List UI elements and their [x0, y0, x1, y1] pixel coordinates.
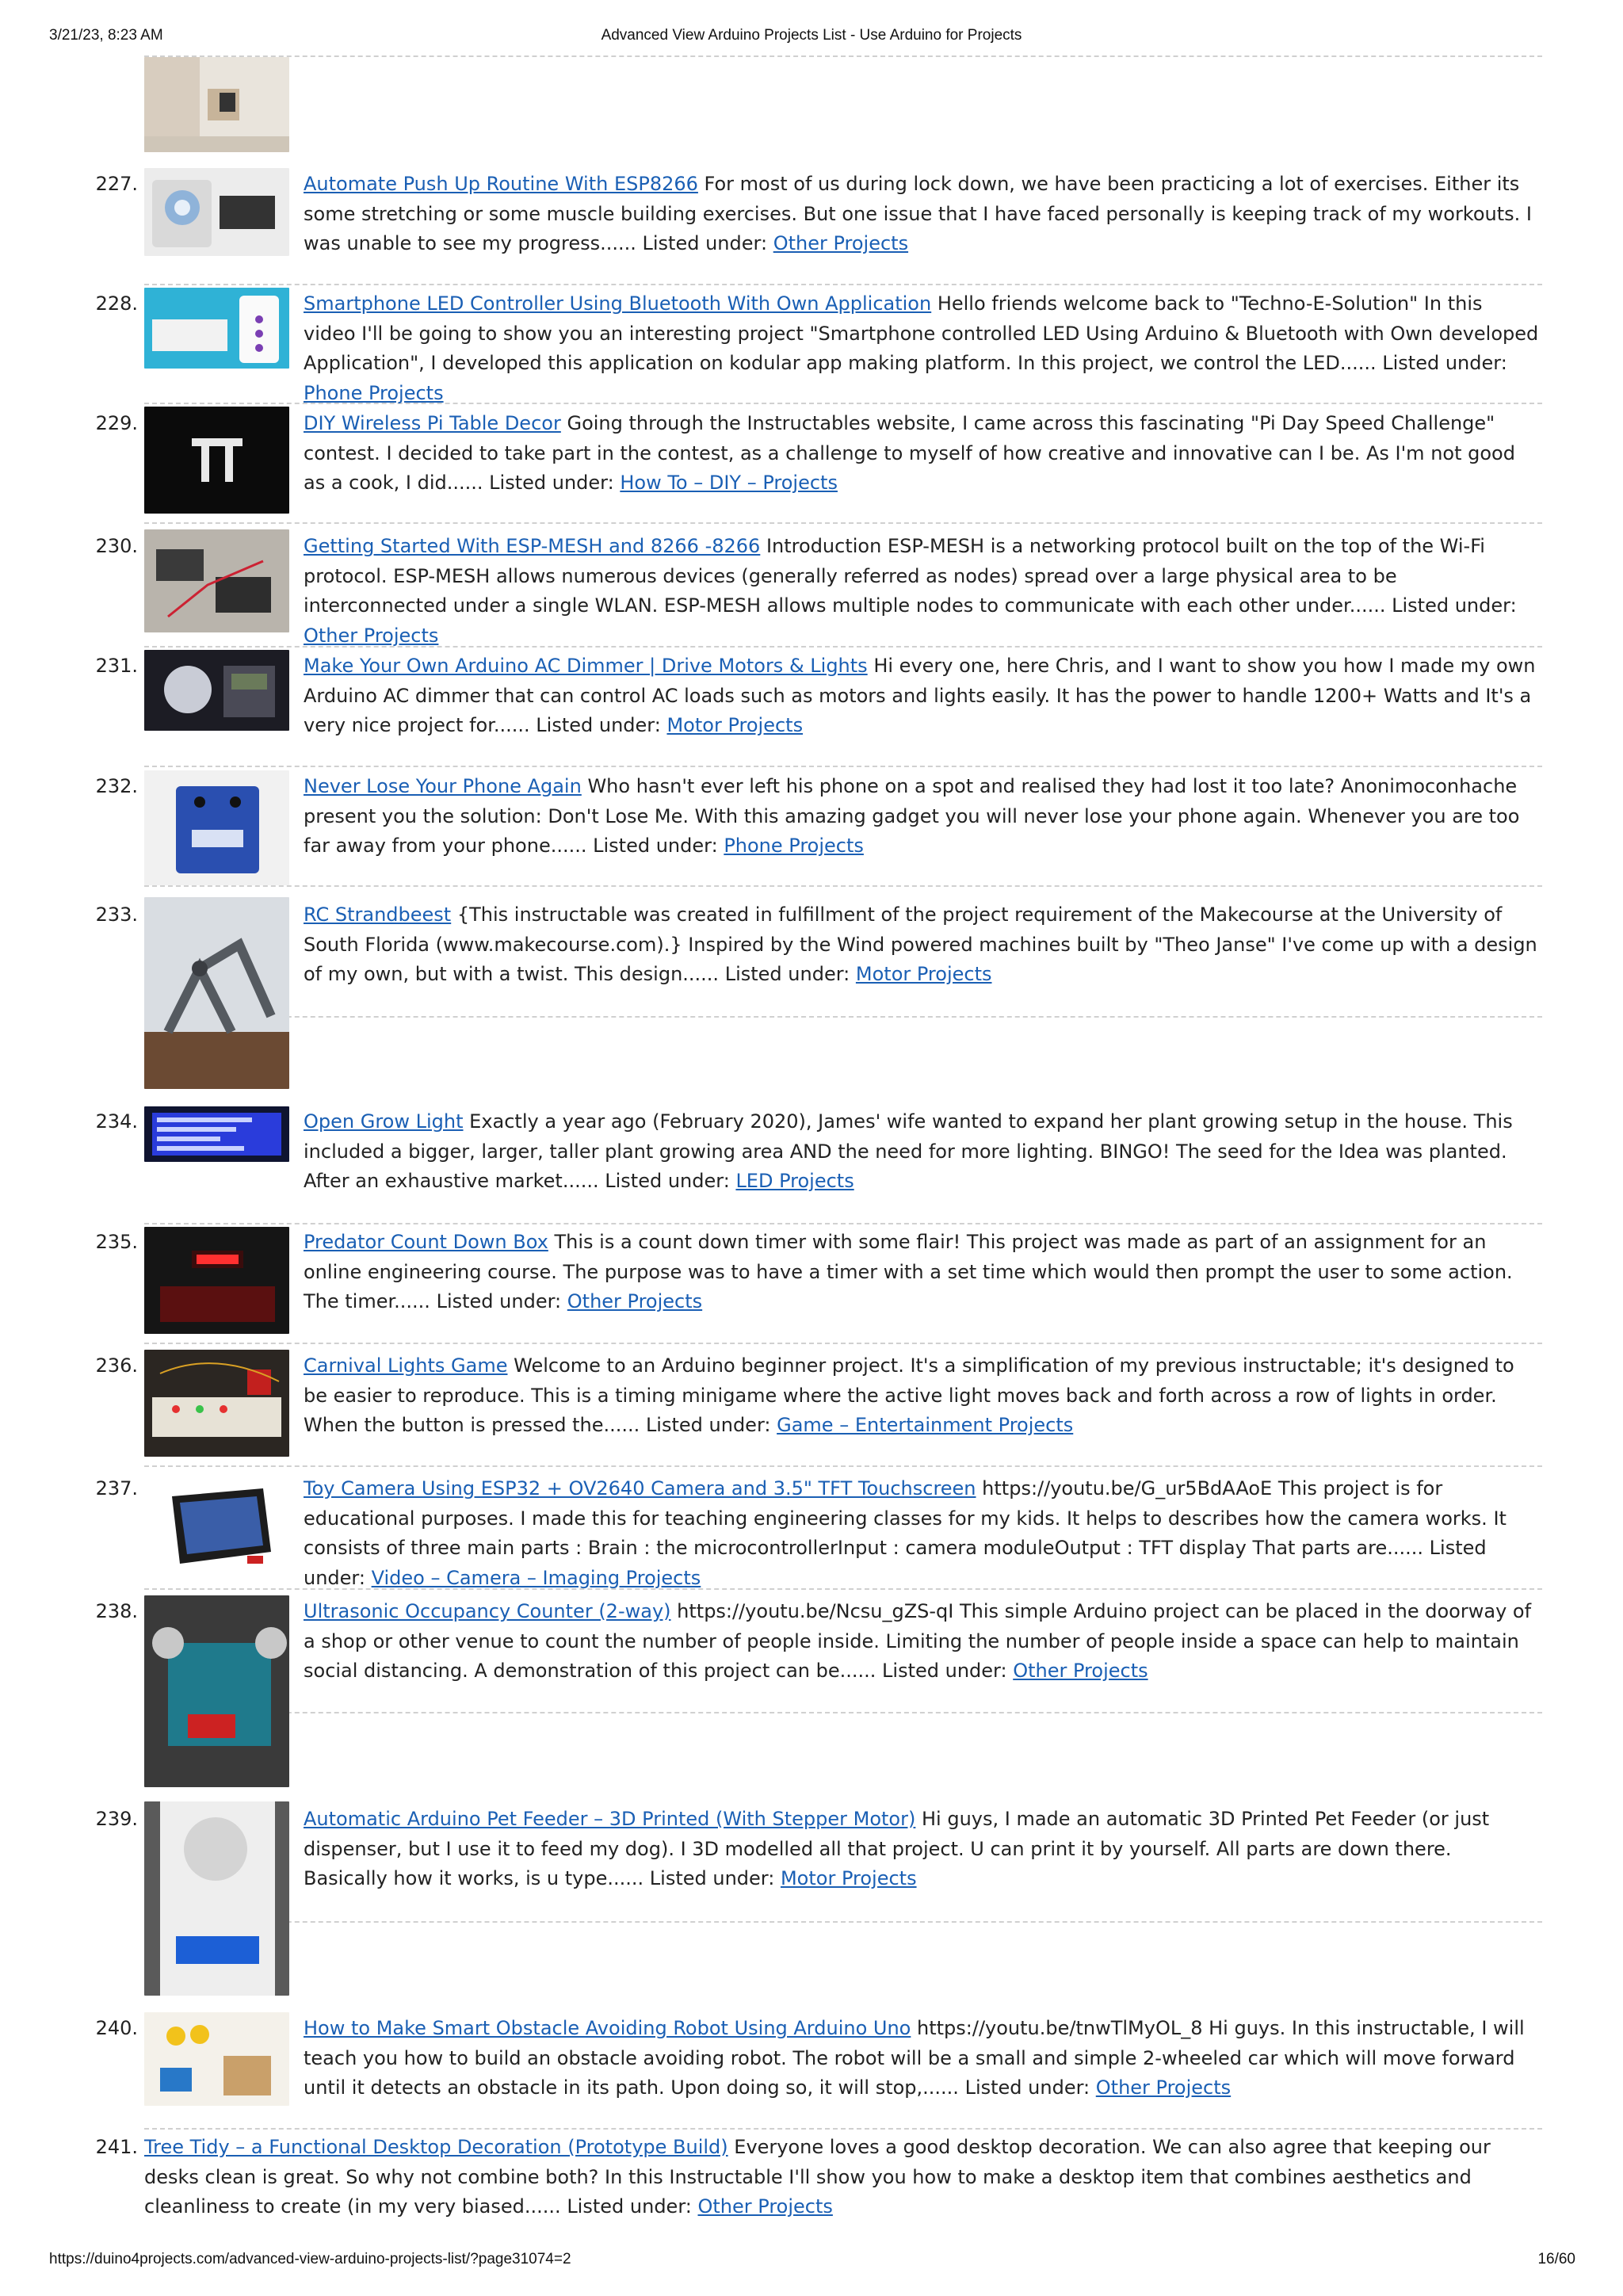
- category-link[interactable]: Other Projects: [773, 232, 909, 254]
- project-thumbnail[interactable]: [144, 1595, 289, 1787]
- separator: [144, 284, 1542, 285]
- project-entry: [304, 1228, 1540, 1317]
- project-link[interactable]: Automate Push Up Routine With ESP8266: [304, 173, 698, 195]
- separator: [144, 1343, 1542, 1344]
- strandbeest-image: [144, 897, 289, 1089]
- project-thumbnail[interactable]: [144, 1106, 289, 1162]
- project-link[interactable]: Make Your Own Arduino AC Dimmer | Drive Motors & Lights: [304, 655, 868, 677]
- project-link[interactable]: Open Grow Light: [304, 1110, 464, 1133]
- project-thumbnail[interactable]: [144, 650, 289, 731]
- listed-under-label: Listed under:: [645, 1414, 771, 1436]
- category-link[interactable]: Other Projects: [304, 624, 439, 647]
- item-number: 239.: [95, 1808, 138, 1830]
- category-link[interactable]: Phone Projects: [724, 835, 864, 857]
- project-description: Everyone loves a good desktop decoration. We can also agree that keeping our desks clean is great. So why not combine both? In this Instructable I'll show you how to make a desktop item that combines aesthetics and cleanliness to create (in my very biased......: [144, 2136, 1491, 2218]
- project-description: Hi every one, here Chris, and I want to show you how I made my own Arduino AC dimmer that can control AC loads such as motors and lights easily. It has the power to handle 1200+ Watts and It's a very nice project for......: [304, 655, 1536, 736]
- project-entry: [304, 1597, 1540, 1687]
- project-entry: [304, 170, 1540, 259]
- print-footer: [0, 2251, 1623, 2275]
- item-number: 236.: [95, 1354, 138, 1377]
- project-entry: [144, 2133, 1543, 2222]
- category-link[interactable]: Video – Camera – Imaging Projects: [371, 1566, 701, 1589]
- countdown-box-image: [144, 1227, 289, 1334]
- breadboard-phone-image: [144, 288, 289, 369]
- project-thumbnail[interactable]: [144, 407, 289, 514]
- project-link[interactable]: Ultrasonic Occupancy Counter (2-way): [304, 1600, 671, 1622]
- listed-under-label: Listed under:: [605, 1170, 730, 1192]
- project-description: For most of us during lock down, we have been practicing a lot of exercises. Either its some stretching or some muscle building exercises. But one issue that I have faced personally is keeping track of my workouts. I was unable to see my progress......: [304, 173, 1532, 254]
- project-link[interactable]: Toy Camera Using ESP32 + OV2640 Camera and 3.5" TFT Touchscreen: [304, 1477, 976, 1499]
- item-number: 228.: [95, 292, 138, 315]
- separator: [144, 2128, 1542, 2130]
- project-thumbnail[interactable]: [144, 2012, 289, 2106]
- listed-under-label: Listed under:: [1392, 594, 1517, 617]
- pushup-device-image: [144, 168, 289, 256]
- listed-under-label: Listed under:: [724, 963, 850, 985]
- separator: [144, 522, 1542, 524]
- item-number: 230.: [95, 535, 138, 557]
- project-link[interactable]: Carnival Lights Game: [304, 1354, 508, 1377]
- project-description: Introduction ESP-MESH is a networking protocol built on the top of the Wi-Fi protocol. ESP-MESH allows numerous devices (generally referred as nodes) spread over a large physical area to be interconnected under a single WLAN. ESP-MESH allows multiple nodes to communicate with each other under......: [304, 535, 1485, 617]
- project-entry: [304, 409, 1540, 499]
- project-link[interactable]: Predator Count Down Box: [304, 1231, 548, 1253]
- category-link[interactable]: Game – Entertainment Projects: [777, 1414, 1074, 1436]
- listed-under-label: Listed under:: [649, 1867, 775, 1889]
- project-link[interactable]: How to Make Smart Obstacle Avoiding Robot Using Arduino Uno: [304, 2017, 911, 2039]
- item-number: 233.: [95, 904, 138, 926]
- dont-lose-me-box-image: [144, 770, 289, 885]
- item-number: 231.: [95, 655, 138, 677]
- pet-feeder-image: [144, 1801, 289, 1996]
- category-link[interactable]: Other Projects: [1095, 2076, 1232, 2099]
- category-link[interactable]: How To – DIY – Projects: [620, 472, 838, 494]
- project-entry: [304, 772, 1540, 861]
- category-link[interactable]: Other Projects: [567, 1290, 703, 1312]
- category-link[interactable]: LED Projects: [735, 1170, 854, 1192]
- separator: [144, 1016, 1542, 1018]
- listed-under-label: Listed under:: [1382, 352, 1507, 374]
- project-description: https://youtu.be/G_ur5BdAAoE This project is for educational purposes. I made this for teaching engineering classes for my kids. It helps to describes how the camera works. It consists of three main parts : Brain : the microcontrollerInput : camera moduleOutput : TFT display That parts are......: [304, 1477, 1507, 1559]
- project-description: Hello friends welcome back to "Techno-E-Solution" In this video I'll be going to show you an interesting project "Smartphone controlled LED Using Arduino & Bluetooth with Own developed Application", I developed this application on kodular app making platform. In this project, we control the LED......: [304, 292, 1539, 374]
- page-title: Advanced View Arduino Projects List - Use Arduino for Projects: [601, 27, 1022, 44]
- listed-under-label: Listed under:: [882, 1660, 1007, 1682]
- page-number: 16/60: [1537, 2251, 1575, 2267]
- listed-under-label: Listed under:: [642, 232, 768, 254]
- listed-under-label: Listed under:: [489, 472, 614, 494]
- project-thumbnail[interactable]: [144, 1227, 289, 1334]
- separator: [144, 1465, 1542, 1467]
- project-link[interactable]: Getting Started With ESP-MESH and 8266 -8266: [304, 535, 761, 557]
- project-description: Hi guys, I made an automatic 3D Printed Pet Feeder (or just dispenser, but I use it to feed my dog). I 3D modelled all that project. U can print it by yourself. All parts are down there. Basically how it works, is u type......: [304, 1808, 1490, 1889]
- project-thumbnail[interactable]: [144, 1350, 289, 1457]
- project-entry: [304, 900, 1540, 990]
- lcd-display-image: [144, 1106, 289, 1162]
- project-entry: [304, 289, 1540, 408]
- project-description: https://youtu.be/Ncsu_gZS-qI This simple Arduino project can be placed in the doorway of a shop or other venue to count the number of people inside. Limiting the number of people inside a space can help to maintain social distancing. A demonstration of this project can be......: [304, 1600, 1532, 1682]
- project-description: This is a count down timer with some flair! This project was made as part of an assignment for an online engineering course. The purpose was to have a timer with a set time which would then prompt the user to some action. The timer......: [304, 1231, 1513, 1312]
- ac-dimmer-image: [144, 650, 289, 731]
- print-datetime: 3/21/23, 8:23 AM: [49, 27, 163, 44]
- item-number: 237.: [95, 1477, 138, 1499]
- item-number: 229.: [95, 412, 138, 434]
- project-entry: [304, 2014, 1540, 2103]
- separator: [144, 55, 1542, 57]
- listed-under-label: Listed under:: [536, 714, 661, 736]
- category-link[interactable]: Motor Projects: [780, 1867, 917, 1889]
- item-number: 238.: [95, 1600, 138, 1622]
- category-link[interactable]: Phone Projects: [304, 381, 444, 404]
- wall-plug-image: [144, 57, 289, 152]
- project-link[interactable]: Tree Tidy – a Functional Desktop Decoration (Prototype Build): [144, 2136, 728, 2158]
- prev-item-thumbnail[interactable]: [144, 57, 289, 152]
- category-link[interactable]: Other Projects: [697, 2195, 833, 2218]
- project-description: Going through the Instructables website, I came across this fascinating "Pi Day Speed Challenge" contest. I decided to take part in the contest, as a challenge to myself of how creative and innovative can I be. As I'm not good as a cook, I did......: [304, 412, 1515, 494]
- separator: [144, 766, 1542, 767]
- project-link[interactable]: Never Lose Your Phone Again: [304, 775, 582, 797]
- project-entry: [304, 1805, 1540, 1894]
- listed-under-label: Listed under:: [964, 2076, 1090, 2099]
- project-entry: [304, 1474, 1540, 1593]
- category-link[interactable]: Motor Projects: [855, 963, 992, 985]
- listed-under-label: Listed under:: [567, 2195, 692, 2218]
- item-number: 235.: [95, 1231, 138, 1253]
- category-link[interactable]: Other Projects: [1013, 1660, 1148, 1682]
- separator: [144, 1921, 1542, 1923]
- project-description: Who hasn't ever left his phone on a spot and realised they had lost it too late? Anonimoconhache present you the solution: Don't Lose Me. With this amazing gadget you will never lose your phone again. Whenever you are too far away from your phone......: [304, 775, 1520, 857]
- item-number: 240.: [95, 2017, 138, 2039]
- project-link[interactable]: Smartphone LED Controller Using Bluetooth With Own Application: [304, 292, 932, 315]
- project-description: {This instructable was created in fulfillment of the project requirement of the Makecourse at the University of South Florida (www.makecourse.com).} Inspired by the Wind powered machines built by "Theo Janse" I've come up with a design of my own, but with a twist. This design......: [304, 904, 1537, 985]
- project-thumbnail[interactable]: [144, 529, 289, 632]
- print-header: [0, 27, 1623, 51]
- item-number: 241.: [95, 2136, 138, 2158]
- project-thumbnail[interactable]: [144, 1473, 289, 1580]
- separator: [144, 885, 1542, 887]
- listed-under-label: Listed under:: [304, 1537, 1487, 1589]
- item-number: 232.: [95, 775, 138, 797]
- project-description: Welcome to an Arduino beginner project. It's a simplification of my previous instructable; it's designed to be easier to reproduce. This is a timing minigame where the active light moves back and forth across a row of lights in order. When the button is pressed the......: [304, 1354, 1514, 1436]
- project-description: Exactly a year ago (February 2020), James' wife wanted to expand her plant growing setup in the house. This included a bigger, larger, taller plant growing area AND the need for more lighting. BINGO! The seed for the Idea was planted. After an exhaustive market......: [304, 1110, 1513, 1192]
- project-thumbnail[interactable]: [144, 897, 289, 1089]
- esp-mesh-boards-image: [144, 529, 289, 632]
- project-thumbnail[interactable]: [144, 1801, 289, 1996]
- project-entry: [304, 532, 1540, 651]
- separator: [144, 1223, 1542, 1224]
- item-number: 234.: [95, 1110, 138, 1133]
- project-link[interactable]: RC Strandbeest: [304, 904, 452, 926]
- project-entry: [304, 1107, 1540, 1197]
- project-entry: [304, 1351, 1540, 1441]
- pi-decor-image: [144, 407, 289, 514]
- tft-touchscreen-image: [144, 1473, 289, 1580]
- robot-parts-image: [144, 2012, 289, 2106]
- page-url: https://duino4projects.com/advanced-view-arduino-projects-list/?page31074=2: [49, 2251, 571, 2267]
- carnival-lights-image: [144, 1350, 289, 1457]
- project-link[interactable]: Automatic Arduino Pet Feeder – 3D Printed (With Stepper Motor): [304, 1808, 916, 1830]
- item-number: 227.: [95, 173, 138, 195]
- project-thumbnail[interactable]: [144, 168, 289, 256]
- listed-under-label: Listed under:: [593, 835, 718, 857]
- separator: [144, 1712, 1542, 1713]
- project-thumbnail[interactable]: [144, 770, 289, 885]
- project-description: https://youtu.be/tnwTlMyOL_8 Hi guys. In this instructable, I will teach you how to build an obstacle avoiding robot. The robot will be a small and simple 2-wheeled car which will move forward until it detects an obstacle in its path. Upon doing so, it will stop,......: [304, 2017, 1525, 2099]
- ultrasonic-counter-image: [144, 1595, 289, 1787]
- listed-under-label: Listed under:: [436, 1290, 562, 1312]
- project-entry: [304, 651, 1540, 741]
- project-link[interactable]: DIY Wireless Pi Table Decor: [304, 412, 561, 434]
- category-link[interactable]: Motor Projects: [666, 714, 804, 736]
- project-thumbnail[interactable]: [144, 288, 289, 369]
